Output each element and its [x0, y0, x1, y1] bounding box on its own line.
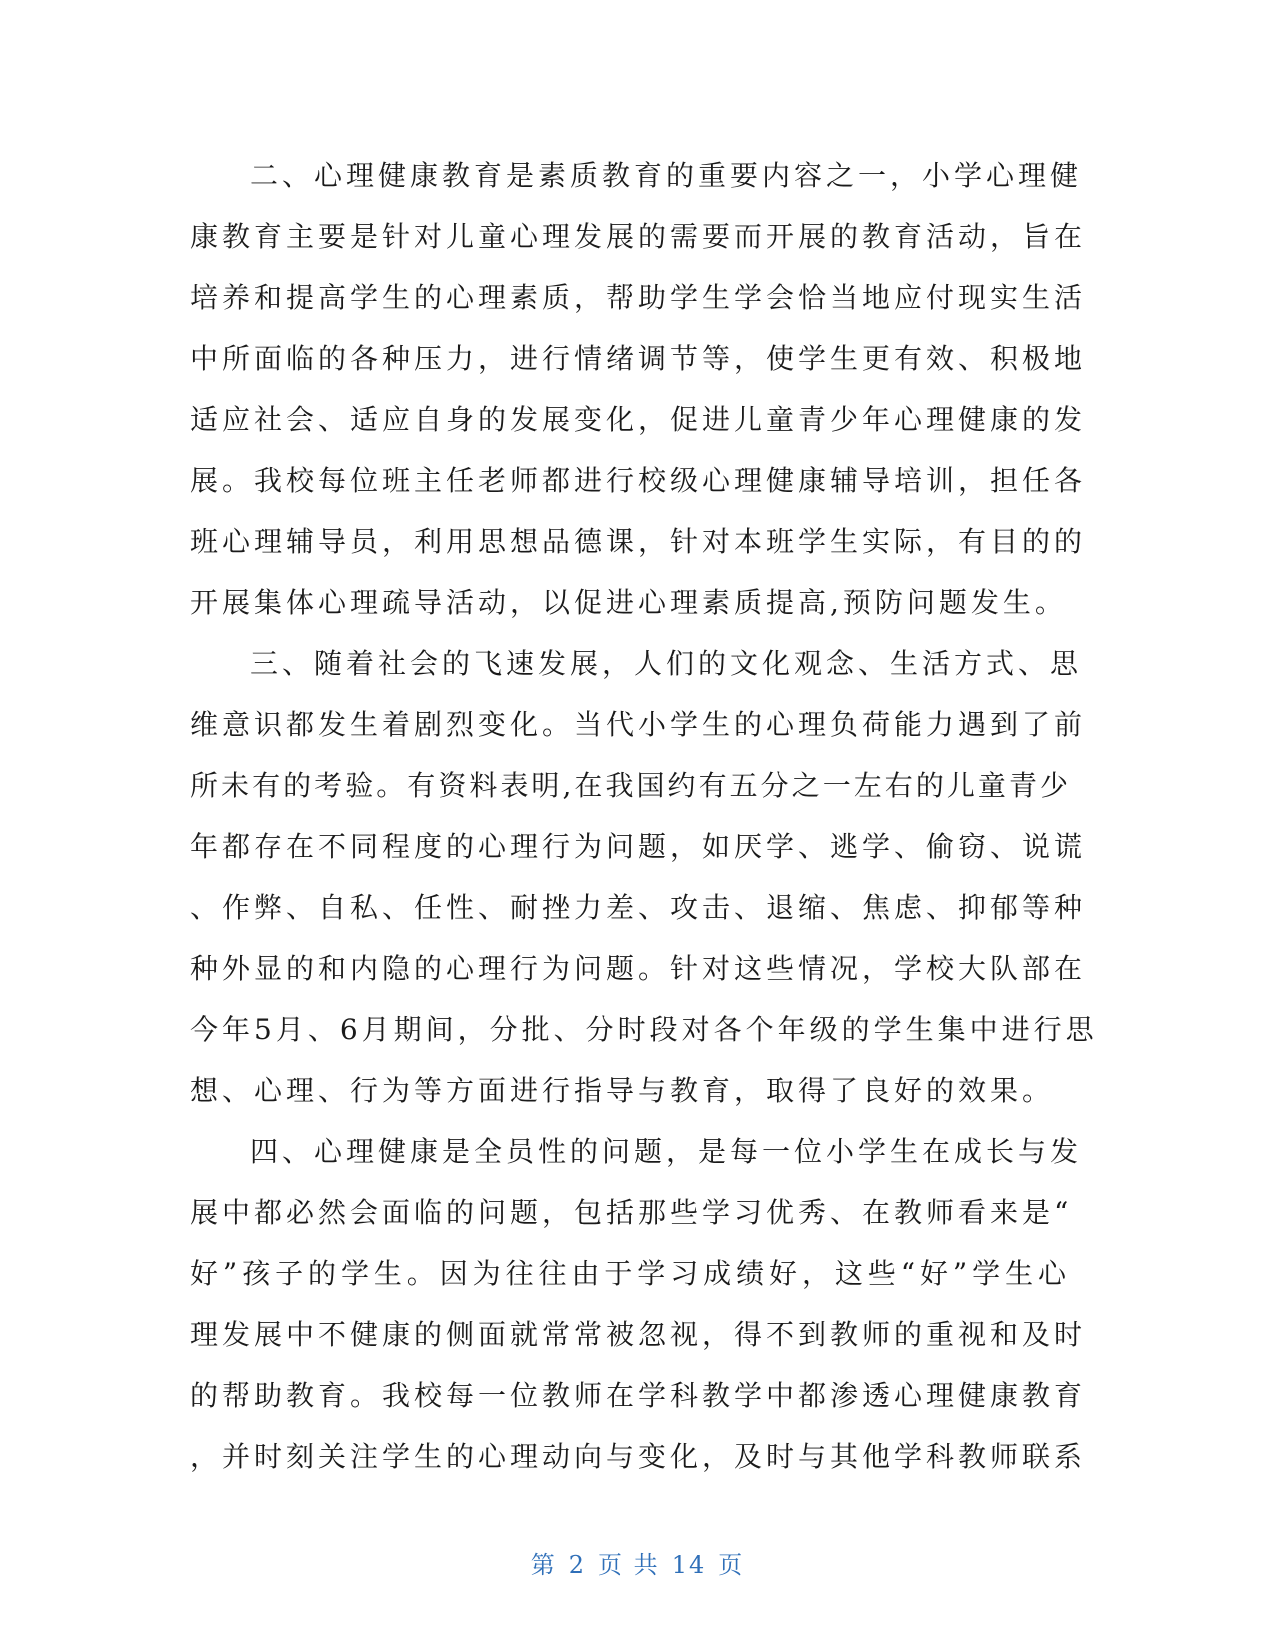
paragraph-3-line-5: 、作弊、自私、任性、耐挫力差、攻击、退缩、焦虑、抑郁等种 — [190, 891, 1087, 924]
total-page-count: 14 — [671, 1551, 707, 1579]
paragraph-2-line-1: 二、心理健康教育是素质教育的重要内容之一，小学心理健 — [250, 159, 1083, 192]
paragraph-4-line-3: 好”孩子的学生。因为往往由于学习成绩好，这些“好”学生心 — [190, 1257, 1070, 1290]
paragraph-4-line-5: 的帮助教育。我校每一位教师在学科教学中都渗透心理健康教育 — [190, 1379, 1087, 1412]
current-page-number: 2 — [568, 1551, 587, 1579]
paragraph-3-line-4: 年都存在不同程度的心理行为问题，如厌学、逃学、偷窃、说谎 — [190, 830, 1087, 863]
paragraph-2-line-5: 适应社会、适应自身的发展变化，促进儿童青少年心理健康的发 — [190, 403, 1087, 436]
paragraph-3-line-2: 维意识都发生着剧烈变化。当代小学生的心理负荷能力遇到了前 — [190, 708, 1087, 741]
paragraph-2-line-8: 开展集体心理疏导活动，以促进心理素质提高,预防问题发生。 — [190, 586, 1067, 619]
paragraph-3-line-3: 所未有的考验。有资料表明,在我国约有五分之一左右的儿童青少 — [190, 769, 1070, 802]
paragraph-4-line-6: ，并时刻关注学生的心理动向与变化，及时与其他学科教师联系 — [190, 1440, 1087, 1473]
paragraph-2-line-2: 康教育主要是针对儿童心理发展的需要而开展的教育活动，旨在 — [190, 220, 1087, 253]
paragraph-3-line-7: 今年5月、6月期间，分批、分时段对各个年级的学生集中进行思 — [190, 1013, 1098, 1046]
footer-prefix: 第 — [530, 1551, 557, 1579]
footer-suffix: 页 — [718, 1551, 745, 1579]
paragraph-2-line-6: 展。我校每位班主任老师都进行校级心理健康辅导培训，担任各 — [190, 464, 1087, 497]
page-number-footer — [0, 1545, 1275, 1580]
paragraph-4-line-4: 理发展中不健康的侧面就常常被忽视，得不到教师的重视和及时 — [190, 1318, 1087, 1351]
paragraph-4-line-2: 展中都必然会面临的问题，包括那些学习优秀、在教师看来是“ — [190, 1196, 1073, 1229]
footer-middle: 页 共 — [598, 1551, 660, 1579]
paragraph-3-line-1: 三、随着社会的飞速发展，人们的文化观念、生活方式、思 — [250, 647, 1083, 680]
body-text — [190, 145, 1098, 1487]
paragraph-2-line-4: 中所面临的各种压力，进行情绪调节等，使学生更有效、积极地 — [190, 342, 1087, 375]
paragraph-2-line-7: 班心理辅导员，利用思想品德课，针对本班学生实际，有目的的 — [190, 525, 1087, 558]
paragraph-2-line-3: 培养和提高学生的心理素质，帮助学生学会恰当地应付现实生活 — [190, 281, 1087, 314]
paragraph-3-line-6: 种外显的和内隐的心理行为问题。针对这些情况，学校大队部在 — [190, 952, 1087, 985]
paragraph-4-line-1: 四、心理健康是全员性的问题，是每一位小学生在成长与发 — [250, 1135, 1083, 1168]
paragraph-3-line-8: 想、心理、行为等方面进行指导与教育，取得了良好的效果。 — [190, 1074, 1055, 1107]
